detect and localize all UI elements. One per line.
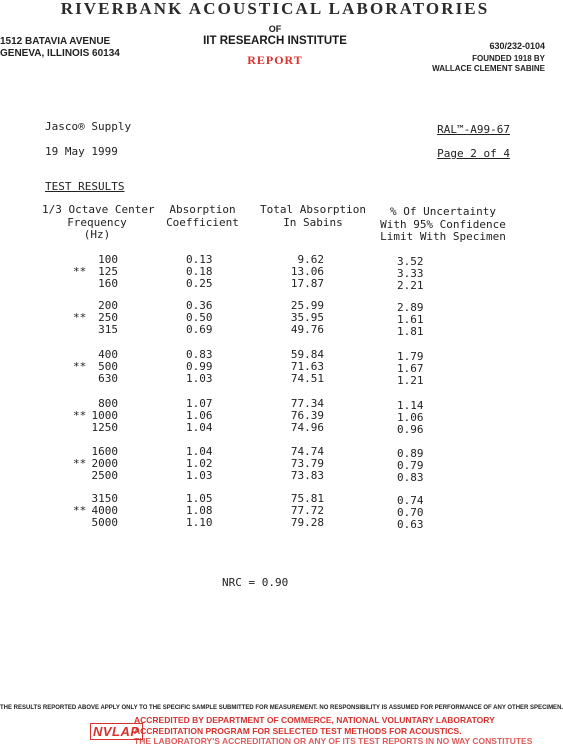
header-text: Frequency: [67, 215, 127, 229]
founded-line-1: FOUNDED 1918 BY: [472, 54, 545, 63]
accred-line-3: THE LABORATORY'S ACCREDITATION OR ANY OF ITS TEST REPORTS IN NO WAY CONSTITUTES: [134, 736, 533, 746]
cell-uncertainty: 0.89: [397, 447, 424, 460]
cell-coefficient: 1.04: [186, 445, 213, 458]
institute-block: [175, 24, 375, 68]
header-text: 1/3 Octave Center: [42, 203, 155, 216]
cell-coefficient: 1.03: [186, 469, 213, 482]
accred-line-2: ACCREDITATION PROGRAM FOR SELECTED TEST METHODS FOR ACOUSTICS.: [134, 725, 462, 736]
cell-sabins: 25.99: [290, 299, 324, 312]
cell-uncertainty: 0.70: [397, 506, 424, 519]
lab-name: RIVERBANK ACOUSTICAL LABORATORIES: [60, 0, 490, 18]
row-marker: **: [73, 311, 87, 324]
cell-frequency: 400: [98, 348, 118, 361]
cell-sabins: 74.96: [290, 421, 324, 434]
cell-uncertainty: 1.81: [397, 325, 424, 338]
cell-uncertainty: 1.21: [397, 374, 424, 387]
cell-frequency: 500: [98, 360, 118, 373]
cell-uncertainty: 1.14: [397, 399, 424, 412]
header-text: Coefficient: [166, 215, 239, 229]
cell-sabins: 75.81: [290, 492, 324, 505]
cell-sabins: 35.95: [290, 311, 324, 324]
address-block: [0, 36, 120, 60]
cell-frequency: 5000: [91, 516, 118, 529]
accreditation-block: [134, 715, 533, 746]
cell-sabins: 77.34: [290, 397, 324, 410]
nvlap-logo: NVLAP: [90, 723, 143, 740]
cell-coefficient: 0.18: [186, 265, 213, 278]
cell-sabins: 9.62: [297, 253, 324, 266]
header-uncertainty: [378, 206, 508, 244]
cell-frequency: 3150: [91, 492, 118, 505]
cell-uncertainty: 1.79: [397, 350, 424, 363]
cell-sabins: 49.76: [290, 323, 324, 336]
row-marker: **: [73, 409, 87, 422]
section-title: TEST RESULTS: [45, 180, 125, 193]
cell-coefficient: 0.50: [186, 311, 213, 324]
cell-uncertainty: 0.79: [397, 459, 424, 472]
header-text: Total Absorption: [260, 203, 366, 216]
report-id: RAL™-A99-67: [437, 123, 510, 136]
client-name: Jasco® Supply: [45, 120, 132, 133]
contact-block: [432, 40, 545, 74]
cell-coefficient: 1.05: [186, 492, 213, 505]
cell-sabins: 59.84: [290, 348, 324, 361]
cell-uncertainty: 2.21: [397, 279, 424, 292]
cell-sabins: 76.39: [290, 409, 324, 422]
header-text: Absorption: [169, 203, 236, 216]
page-number: Page 2 of 4: [437, 147, 510, 160]
cell-sabins: 71.63: [290, 360, 324, 373]
cell-frequency: 630: [98, 372, 118, 385]
cell-frequency: 200: [98, 299, 118, 312]
cell-frequency: 1000: [91, 409, 118, 422]
report-date: 19 May 1999: [45, 145, 118, 158]
accred-line-1: ACCREDITED BY DEPARTMENT OF COMMERCE, NATIONAL VOLUNTARY LABORATORY: [134, 715, 495, 725]
cell-coefficient: 1.04: [186, 421, 213, 434]
cell-frequency: 250: [98, 311, 118, 324]
cell-sabins: 74.51: [290, 372, 324, 385]
address-line-1: 1512 BATAVIA AVENUE: [0, 36, 111, 47]
cell-frequency: 1600: [91, 445, 118, 458]
nrc-value: NRC = 0.90: [222, 576, 289, 589]
cell-coefficient: 0.99: [186, 360, 213, 373]
report-label: REPORT: [247, 53, 303, 67]
cell-sabins: 79.28: [290, 516, 324, 529]
cell-sabins: 13.06: [290, 265, 324, 278]
cell-coefficient: 1.10: [186, 516, 213, 529]
cell-uncertainty: 0.83: [397, 471, 424, 484]
row-marker: **: [73, 457, 87, 470]
phone-number: 630/232-0104: [489, 41, 545, 51]
row-marker: **: [73, 360, 87, 373]
header-text: Limit With Specimen: [380, 230, 506, 243]
cell-coefficient: 0.36: [186, 299, 213, 312]
row-marker: **: [73, 504, 87, 517]
cell-coefficient: 0.25: [186, 277, 213, 290]
address-line-2: GENEVA, ILLINOIS 60134: [0, 48, 120, 59]
cell-frequency: 315: [98, 323, 118, 336]
cell-coefficient: 1.06: [186, 409, 213, 422]
header-text: % Of Uncertainty: [390, 205, 496, 218]
header-text: (Hz): [83, 228, 111, 241]
cell-frequency: 2000: [91, 457, 118, 470]
cell-frequency: 125: [98, 265, 118, 278]
header-text: In Sabins: [283, 215, 343, 229]
cell-sabins: 73.83: [290, 469, 324, 482]
cell-uncertainty: 0.63: [397, 518, 424, 531]
header-frequency: [42, 203, 155, 242]
cell-coefficient: 1.08: [186, 504, 213, 517]
cell-coefficient: 1.02: [186, 457, 213, 470]
cell-uncertainty: 0.74: [397, 494, 424, 507]
cell-coefficient: 0.13: [186, 253, 213, 266]
row-marker: **: [73, 265, 87, 278]
cell-uncertainty: 3.33: [397, 267, 424, 280]
cell-coefficient: 1.03: [186, 372, 213, 385]
cell-uncertainty: 1.06: [397, 411, 424, 424]
cell-sabins: 74.74: [290, 445, 324, 458]
cell-frequency: 1250: [91, 421, 118, 434]
header-coefficient: [160, 204, 245, 229]
cell-uncertainty: 0.96: [397, 423, 424, 436]
cell-uncertainty: 3.52: [397, 255, 424, 268]
cell-frequency: 100: [98, 253, 118, 266]
cell-coefficient: 1.07: [186, 397, 213, 410]
cell-frequency: 160: [98, 277, 118, 290]
cell-coefficient: 0.69: [186, 323, 213, 336]
header-sabins: [256, 204, 370, 229]
disclaimer: THE RESULTS REPORTED ABOVE APPLY ONLY TO THE SPECIFIC SAMPLE SUBMITTED FOR MEASUREMENT. NO RESPONSIBILITY IS ASSUMED FOR PERFORMANCE OF ANY OTHER SPECIMEN.: [0, 705, 563, 711]
cell-sabins: 73.79: [290, 457, 324, 470]
cell-sabins: 77.72: [290, 504, 324, 517]
cell-coefficient: 0.83: [186, 348, 213, 361]
cell-frequency: 4000: [91, 504, 118, 517]
cell-uncertainty: 2.89: [397, 301, 424, 314]
cell-frequency: 2500: [91, 469, 118, 482]
cell-frequency: 800: [98, 397, 118, 410]
header-text: With 95% Confidence: [380, 217, 506, 231]
institute-name: IIT RESEARCH INSTITUTE: [203, 35, 347, 47]
cell-uncertainty: 1.67: [397, 362, 424, 375]
cell-sabins: 17.87: [290, 277, 324, 290]
founded-line-2: WALLACE CLEMENT SABINE: [432, 64, 545, 73]
of-label: OF: [268, 24, 282, 34]
cell-uncertainty: 1.61: [397, 313, 424, 326]
